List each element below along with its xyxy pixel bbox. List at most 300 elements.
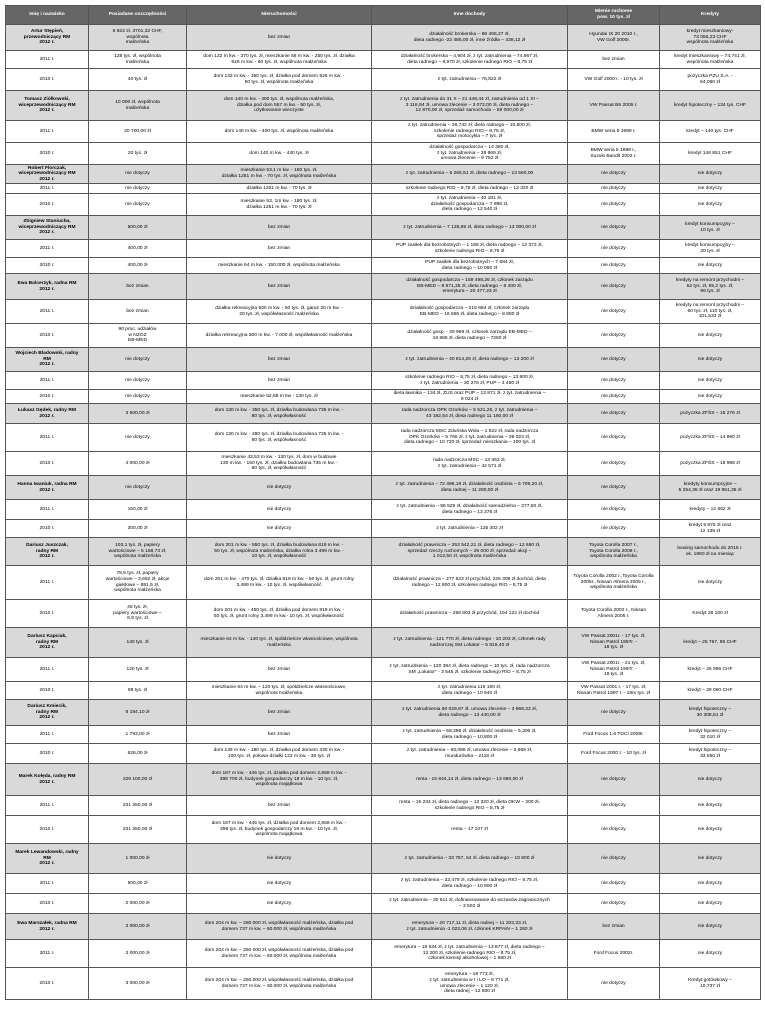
loans-cell: pożyczka ZFŚS – 15 276 zł — [660, 404, 761, 424]
table-row-year — [6, 658, 761, 682]
real-estate-cell: nie dotyczy — [187, 500, 372, 520]
movable-property-cell: BMW seria 5 1999 r., Suzuki Bandit 2002 r. — [568, 143, 660, 165]
real-estate-cell: dom 187 m kw. - 445 tys. zł, działka pod domem 2,658 m kw. - 398 700 zł, budynek gospodarczy 18 m kw. - 10 tys. zł, wspólnota majątkowa — [187, 764, 372, 796]
savings-cell: nie dotyczy — [89, 476, 187, 500]
savings-cell: 3 000,00 zł — [89, 968, 187, 1000]
loans-cell: nie dotyczy — [660, 184, 761, 194]
loans-cell: kredyt – 26 959 CHF — [660, 658, 761, 682]
loans-cell: kredyt hipoteczny – 33 550 zł — [660, 744, 761, 764]
movable-property-cell: VW Passat 2001 r. - 17 tys. zł, Nissan Patrol 1997 r. - 18m tys. zł — [568, 682, 660, 700]
movable-property-cell: VW Passat 2001r. - 21 tys. zł, Nissan Patrol 1997r. - 18 tys. zł — [568, 658, 660, 682]
other-income-cell: z tyt. zatrudnienia – 5 265,51 zł, dieta radnego – 13 560,00 — [372, 165, 568, 184]
real-estate-cell: bez zmian — [187, 726, 372, 744]
name-cell: 2010 r. — [6, 390, 89, 404]
other-income-cell: renta – 15 234 zł, dieta radnego – 13 320 zł, dieta OKW – 200 zł, szkolenie radnego RIO – 8,75 zł — [372, 796, 568, 816]
savings-cell: 231 250,00 zł — [89, 796, 187, 816]
name-cell: 2010 r. — [6, 816, 89, 844]
other-income-cell: renta - 15 844,14 zł, dieta radnego – 13 680,00 zł — [372, 764, 568, 796]
real-estate-cell: dom 201 m kw. - 550 tys. zł, działka budowlana 819 m kw. - 50 tys. zł, wspólnota małżeńska, działka rolna 3 499 m kw. - 10 tys. zł, współwłasność — [187, 538, 372, 566]
name-cell: Artur Stępień, przewodniczący RM 2012 r. — [6, 25, 89, 51]
real-estate-cell: mieszkanie 53, 1m kw. - 180 tys. zł, działka 1251 m kw. - 70 tys. zł — [187, 194, 372, 216]
table-row-person — [6, 628, 761, 658]
loans-cell: nie dotyczy — [660, 390, 761, 404]
savings-cell: 500,00 zł — [89, 216, 187, 240]
real-estate-cell: nie dotyczy — [187, 894, 372, 914]
header-savings: Posiadane oszczędności — [89, 6, 187, 25]
other-income-cell: z tyt. zatrudnienia – 7 135,89 zł, dieta radnego – 13 000,00 zł — [372, 216, 568, 240]
table-row-year — [6, 324, 761, 348]
real-estate-cell: dom 140 m kw. - 440 tys. zł — [187, 143, 372, 165]
other-income-cell: z tyt. zatrudnienia – 76,822 zł — [372, 69, 568, 91]
other-income-cell: działalność gospodarcza – 159 498,26 zł, członek zarządu EB-MED – 8 971,25 zł, dieta radnego – 8 400 zł, emerytura – 20 477,23 zł — [372, 274, 568, 300]
table-row-person — [6, 216, 761, 240]
table-row-person — [6, 165, 761, 184]
other-income-cell: z tyt. zatrudnienia – 32,479 zł, szkolenie radnego RIO – 8,75 zł, dieta radnego – 10 800 zł — [372, 874, 568, 894]
savings-cell: 103,1 tys. zł, papiery wartościowe – 5 158,73 zł, wspólnota małżeńska — [89, 538, 187, 566]
loans-cell: Kredyt 28 100 zł — [660, 600, 761, 628]
movable-property-cell: BMW seria 5 1999 r. — [568, 121, 660, 143]
table-row-year — [6, 940, 761, 968]
name-cell: 2010 r. — [6, 258, 89, 274]
savings-cell: bez zmian — [89, 274, 187, 300]
loans-cell: leasing samochodu do 2015 r. ok. 1860 zł na miesiąc — [660, 538, 761, 566]
savings-cell: nie dotyczy — [89, 194, 187, 216]
table-row-person — [6, 538, 761, 566]
movable-property-cell: nie dotyczy — [568, 764, 660, 796]
savings-cell: 229 100,00 zł — [89, 764, 187, 796]
other-income-cell: z tyt. zatrudnienia – 125 302 zł — [372, 520, 568, 538]
real-estate-cell: bez zmian — [187, 25, 372, 51]
loans-cell: nie dotyczy — [660, 764, 761, 796]
movable-property-cell: nie dotyczy — [568, 348, 660, 372]
name-cell: 2011 r. — [6, 184, 89, 194]
savings-cell: 10 000 zł, wspólnota małżeńska — [89, 91, 187, 121]
name-cell: 2010 r. — [6, 324, 89, 348]
other-income-cell: dieta ławnika – 134 zł, ZUS oraz PUP – 13 871 zł, z tyt. zatrudnienia – 9 024 zł — [372, 390, 568, 404]
table-row-person — [6, 700, 761, 726]
real-estate-cell: bez zmian — [187, 274, 372, 300]
table-row-person — [6, 404, 761, 424]
other-income-cell: z tyt. zatrudnienia - 121 770 zł, dieta radnego - 10 203 zł, członek rady nadzorczej SM Lokator – 5 819,40 zł — [372, 628, 568, 658]
other-income-cell: emerytura – 18 773 zł, z tyt. zatrudnienia w I i LO – 8 771 zł, umowa zlecenie – 1 120 zł, dieta radnej – 12 800 zł — [372, 968, 568, 1000]
real-estate-cell: dom 204 m kw. – 250.000 zł, współwłasność małżeńska, działka pod domem 737 m kw. – 30.000 zł, wspólnota małżeńska — [187, 968, 372, 1000]
movable-property-cell: nie dotyczy — [568, 968, 660, 1000]
savings-cell: 500,00 zł — [89, 874, 187, 894]
other-income-cell: rada nadzorcza OPK Ozorków – 5 521,25, z tyt. zatrudnienia – 43 182,54 zł, dieta radnego 11 160,00 zł — [372, 404, 568, 424]
name-cell: 2011 r. — [6, 240, 89, 258]
movable-property-cell: Toyota Corolla 2002 r.,Toyota Corolla 2005r., Nissan Almera 2005 r., wspólnota małżeńska — [568, 566, 660, 600]
loans-cell: nie dotyczy — [660, 874, 761, 894]
name-cell: 2011 r. — [6, 658, 89, 682]
savings-cell: 1 793,00 zł — [89, 726, 187, 744]
other-income-cell: działalność gosp. - 29 969 zł, członek zarządu EB-MED – 16 665 zł, dieta radnego – 7260 zł — [372, 324, 568, 348]
savings-cell: 2 000,00 zł — [89, 894, 187, 914]
real-estate-cell: dom 201 m kw. - 450 tys. zł, działka pod domem 819 m kw. - 50 tys. zł, grunt rolny 3,499 m kw.- 10 tys. zł, współwłasność — [187, 600, 372, 628]
name-cell: Marek Kołęda, radny RM 2012 r. — [6, 764, 89, 796]
real-estate-cell: bez zmian — [187, 348, 372, 372]
loans-cell: nie dotyczy — [660, 324, 761, 348]
name-cell: 2011 r. — [6, 874, 89, 894]
table-row-year — [6, 300, 761, 324]
name-cell: 2011 r. — [6, 372, 89, 390]
real-estate-cell: dom 201 m kw. - 470 tys. zł, działka 819 m kw. - 50 tys. zł, grunt rolny 3,499 m kw. - 10 tys. zł, współwłasność — [187, 566, 372, 600]
movable-property-cell: Ford Focus 1.6 TDCI 2008r. — [568, 726, 660, 744]
table-row-year — [6, 121, 761, 143]
movable-property-cell: nie dotyczy — [568, 844, 660, 874]
name-cell: Hanna Iwaniuk, radna RM 2012 r. — [6, 476, 89, 500]
loans-cell: pożyczka PZU S.A. - 64,060 zł — [660, 69, 761, 91]
savings-cell: 128 tys. zł, wspólnota małżeńska — [89, 51, 187, 69]
name-cell: 2011 r. — [6, 940, 89, 968]
real-estate-cell: nie dotyczy — [187, 874, 372, 894]
name-cell: 2011 r. — [6, 726, 89, 744]
table-row-year — [6, 600, 761, 628]
movable-property-cell: nie dotyczy — [568, 874, 660, 894]
name-cell: 2011 r. — [6, 300, 89, 324]
movable-property-cell: Ford Focus 2000 r. - 10 tys. zł — [568, 744, 660, 764]
other-income-cell: szkolenie radnego RIO – 8,75 zł, dieta radnego – 13 800 zł, z tyt. zatrudnienia – 30 276 zł, PUP – 3 480 zł — [372, 372, 568, 390]
real-estate-cell: nie dotyczy — [187, 520, 372, 538]
name-cell: Dariusz Juszczak, radny RM 2012 r. — [6, 538, 89, 566]
savings-cell: 3 000,00 zł — [89, 940, 187, 968]
table-row-person — [6, 348, 761, 372]
loans-cell: Kredyt gotówkowy – 10,737 zł — [660, 968, 761, 1000]
table-row-year — [6, 874, 761, 894]
table-row-year — [6, 566, 761, 600]
name-cell: Dariusz Kmiecik, radny RM 2012 r. — [6, 700, 89, 726]
real-estate-cell: dom 187 m kw. - 445 tys. zł, działka pod domem 2,658 m kw. - 398 tys. zł, budynek gospodarczy 18 m kw. - 10 tys. zł, wspólnota majątkowa — [187, 816, 372, 844]
name-cell: 2010 r. — [6, 968, 89, 1000]
savings-cell: 8 194,10 zł — [89, 700, 187, 726]
real-estate-cell: dom 130 m kw. - 350 tys. zł, działka budowlana 735 m kw. - 80 tys. zł, współwłasność — [187, 404, 372, 424]
other-income-cell: z tyt. zatrudnienia 60 029,67 zł, umowa zlecenie – 3 969,33 zł, dieta radnego – 13 440,00 zł — [372, 700, 568, 726]
loans-cell: kredyt 146 851 CHF — [660, 143, 761, 165]
other-income-cell: działalność prawnicza – 256 803 zł przychód, 194 122 zł dochód — [372, 600, 568, 628]
real-estate-cell: działka 1251 m kw. - 70 tys. zł — [187, 184, 372, 194]
movable-property-cell: nie dotyczy — [568, 216, 660, 240]
other-income-cell: działalność gospodarcza – 215 684 zł, członek zarządu EB-MED – 16 665 zł, dieta radnego – 8 800 zł — [372, 300, 568, 324]
other-income-cell: z tyt. zatrudnienia 119 190 zł, dieta radnego – 10 940 zł — [372, 682, 568, 700]
other-income-cell: działalność prawnicza – 253 542,21 zł, dieta radnego – 12 680 zł, sprzedaż rzeczy ruchomych – 29 000 zł, sprzedaż akcji – 1 012,50 zł, wspólnota małżeńska — [372, 538, 568, 566]
other-income-cell: szkolenie radnego RIO – 8,75 zł, dieta radnego – 13 320 zł — [372, 184, 568, 194]
name-cell: Ewa Balcerzyk, radna RM 2012 r. — [6, 274, 89, 300]
loans-cell: nie dotyczy — [660, 796, 761, 816]
movable-property-cell: VW Passat B6 2005 r. — [568, 91, 660, 121]
movable-property-cell: bez zmian — [568, 914, 660, 940]
real-estate-cell: dom 132 m kw. - 350 tys. zł, działka pod domem 926 m kw. - 50 tys. zł, wspólnota małżeńska — [187, 69, 372, 91]
savings-cell: nie dotyczy — [89, 372, 187, 390]
savings-cell: 231 250,00 zł — [89, 816, 187, 844]
header-name: Imię i nazwisko — [6, 6, 89, 25]
savings-cell: 20 700,00 zł — [89, 121, 187, 143]
asset-declarations-table — [5, 5, 761, 1000]
movable-property-cell: Ford Focus 2002r. — [568, 940, 660, 968]
savings-cell: 20 tys. zł — [89, 143, 187, 165]
loans-cell: nie dotyczy — [660, 165, 761, 184]
loans-cell: kredyt hipoteczny – 134 tys. CHF — [660, 91, 761, 121]
savings-cell: 140 tys. zł — [89, 628, 187, 658]
movable-property-cell: nie dotyczy — [568, 390, 660, 404]
table-row-person — [6, 844, 761, 874]
movable-property-cell: nie dotyczy — [568, 404, 660, 424]
movable-property-cell: nie dotyczy — [568, 476, 660, 500]
loans-cell: kredyty konsumpcyjne – 5 254,39 zł oraz 19 951,35 zł — [660, 476, 761, 500]
table-header-row — [6, 6, 761, 25]
savings-cell: nie dotyczy — [89, 348, 187, 372]
movable-property-cell: nie dotyczy — [568, 300, 660, 324]
savings-cell: 120 tys. zł — [89, 658, 187, 682]
table-row-year — [6, 424, 761, 452]
table-row-year — [6, 816, 761, 844]
savings-cell: 98 tys. zł — [89, 682, 187, 700]
table-row-person — [6, 91, 761, 121]
loans-cell: kredyt – 140 tys. CHF — [660, 121, 761, 143]
movable-property-cell: nie dotyczy — [568, 372, 660, 390]
table-row-year — [6, 726, 761, 744]
table-row-person — [6, 476, 761, 500]
movable-property-cell: nie dotyczy — [568, 324, 660, 348]
loans-cell: kredyty na remont przychodni – 60 tys. zł, 110 tys. zł, 101,533 zł — [660, 300, 761, 324]
name-cell: 2011 r. — [6, 796, 89, 816]
savings-cell: 40 tys. zł — [89, 69, 187, 91]
movable-property-cell: Toyota Corolla 2002 r., Nissan Almera 2005 r. — [568, 600, 660, 628]
movable-property-cell: nie dotyczy — [568, 520, 660, 538]
table-row-year — [6, 682, 761, 700]
table-row-year — [6, 372, 761, 390]
savings-cell: 6 823 zł, 3701,32 CHF, wspólnota małżeńska — [89, 25, 187, 51]
savings-cell: 78,5 tys. zł, papiery wartościowe – 3,652 zł, akcje giełdowe – 881,5 zł, wspólnota małżeńska — [89, 566, 187, 600]
savings-cell: 90 proc. udziałów w NZOZ EB-MED — [89, 324, 187, 348]
table-row-person — [6, 25, 761, 51]
movable-property-cell: nie dotyczy — [568, 240, 660, 258]
name-cell: 2010 r. — [6, 682, 89, 700]
name-cell: Dariusz Kapciak, radny RM 2012 r. — [6, 628, 89, 658]
loans-cell: kredyt mieszkaniowy – 74,741 zł, wspólnota małżeńska — [660, 51, 761, 69]
table-row-year — [6, 500, 761, 520]
other-income-cell: z tyt. zatrudnienia – 96 529 zł, działalność samodzielna – 277,50 zł, dieta radnego – 13 376 zł — [372, 500, 568, 520]
real-estate-cell: bez zmian — [187, 796, 372, 816]
savings-cell: 626,00 zł — [89, 744, 187, 764]
other-income-cell: z tyt. zatrudnienia – 59,396 zł, działalność osobista – 5,306 zł, dieta radnego – 10,800 zł — [372, 726, 568, 744]
other-income-cell: renta – 17 107 zł — [372, 816, 568, 844]
name-cell: 2011 r. — [6, 500, 89, 520]
name-cell: 2011 r. — [6, 51, 89, 69]
real-estate-cell: bez zmian — [187, 372, 372, 390]
table-row-year — [6, 452, 761, 476]
loans-cell: nie dotyczy — [660, 348, 761, 372]
loans-cell: nie dotyczy — [660, 894, 761, 914]
loans-cell: nie dotyczy — [660, 914, 761, 940]
savings-cell: nie dotyczy — [89, 390, 187, 404]
savings-cell: 400,00 zł — [89, 258, 187, 274]
savings-cell: 3 500,00 zł — [89, 404, 187, 424]
header-loans: Kredyty — [660, 6, 761, 25]
table-row-person — [6, 764, 761, 796]
other-income-cell: emerytura – 20 717,11 zł, dieta radnej – 11 203,33 zł, z tyt. zatrudnienia -1 023,06 zł, członek KRPAiN – 1 260 zł — [372, 914, 568, 940]
name-cell: 2010 r. — [6, 143, 89, 165]
declarations-page — [5, 5, 760, 1000]
real-estate-cell: dom 139 m kw. - 180 tys. zł, działka pod domem 330 m kw. - 100 tys. zł, połowa działki 122 m kw. - 35 tys. zł — [187, 744, 372, 764]
real-estate-cell: działka rekreacyjna 500 m kw. - 7.000 zł, współwłasność małżeńska — [187, 324, 372, 348]
table-row-year — [6, 51, 761, 69]
movable-property-cell: nie dotyczy — [568, 816, 660, 844]
table-row-year — [6, 258, 761, 274]
other-income-cell: z tyt. zatrudnienia – 120 384 zł, dieta radnego – 10 tys. zł, rada nadzorcza SM „Lokator" - 3 545 zł, szkolenie radnego RIO – 8,75 zł — [372, 658, 568, 682]
other-income-cell: PUP zasiłek dla bezrobotnych – 1 188 zł, dieta radnego – 12 373 zł, szkolenie radnego RIO – 8,75 zł — [372, 240, 568, 258]
savings-cell: nie dotyczy — [89, 424, 187, 452]
name-cell: Tomasz Ziółkowski, wiceprzewodniczący RM 2012 r. — [6, 91, 89, 121]
header-movable-property: Mienie ruchome pow. 10 tys. zł — [568, 6, 660, 25]
name-cell: 2010 r. — [6, 520, 89, 538]
table-row-year — [6, 69, 761, 91]
real-estate-cell: mieszkanie 43,53 m kw. - 130 tys. zł, dom w budowie 130 m kw. - 150 tys. zł, działka budowlana 735 m kw. - 80 tys. zł, współwłasność — [187, 452, 372, 476]
loans-cell: nie dotyczy — [660, 258, 761, 274]
name-cell: Wojciech Bladowski, radny RM 2012 r. — [6, 348, 89, 372]
loans-cell: kredyt konsumpcyjny – 20 tys. zł — [660, 240, 761, 258]
name-cell: 2011 r. — [6, 566, 89, 600]
savings-cell: 45 tys. zł, papiery wartościowe – 6,9 tys. zł — [89, 600, 187, 628]
loans-cell: kredyt hipoteczny – 32 010 zł — [660, 726, 761, 744]
loans-cell: kredyt mieszkaniowy- 73 055,23 CHF wspólnota małżeńska — [660, 25, 761, 51]
savings-cell: 300,00 zł — [89, 520, 187, 538]
savings-cell: 4 000,00 zł — [89, 452, 187, 476]
loans-cell: kredyt konsumpcyjny – 10 tys. zł — [660, 216, 761, 240]
name-cell: 2011 r. — [6, 424, 89, 452]
table-row-year — [6, 240, 761, 258]
movable-property-cell: nie dotyczy — [568, 165, 660, 184]
name-cell: Marek Lewandowski, radny RM 2012 r. — [6, 844, 89, 874]
savings-cell: nie dotyczy — [89, 184, 187, 194]
real-estate-cell: nie dotyczy — [187, 844, 372, 874]
real-estate-cell: dom 130 m kw. - 280 tys. zł, działka budowlana 735 m kw. - 80 tys. zł, współwłasność — [187, 424, 372, 452]
real-estate-cell: dom 140 m kw. - 400 tys. zł, wspólnota małżeńska — [187, 121, 372, 143]
real-estate-cell: mieszkanie 64 m kw. - 150.000 zł, wspólnota małżeńska — [187, 258, 372, 274]
table-row-person — [6, 274, 761, 300]
loans-cell: nie dotyczy — [660, 940, 761, 968]
header-other-income: Inne dochody — [372, 6, 568, 25]
header-real-estate: Nieruchomości — [187, 6, 372, 25]
real-estate-cell: bez zmian — [187, 216, 372, 240]
loans-cell: kredyty – 12 662 zł — [660, 500, 761, 520]
real-estate-cell: dom 204 m kw. – 250.000 zł, współwłasność małżeńska, działka pod domem 737 m kw. – 60.000 zł, wspólnota małżeńska — [187, 940, 372, 968]
real-estate-cell: bez zmian — [187, 658, 372, 682]
other-income-cell: rada nadzorcza MSC – 13 363 zł, z tyt. zatrudnienia – 42 571 zł — [372, 452, 568, 476]
name-cell: 2010 r. — [6, 69, 89, 91]
name-cell: 2010 r. — [6, 194, 89, 216]
movable-property-cell: nie dotyczy — [568, 184, 660, 194]
name-cell: 2010 r. — [6, 744, 89, 764]
movable-property-cell: VW Golf 2000 r. - 10 tys. zł — [568, 69, 660, 91]
movable-property-cell: nie dotyczy — [568, 796, 660, 816]
real-estate-cell: mieszkanie 52,68 m kw - 130 tys. zł — [187, 390, 372, 404]
movable-property-cell: bez zmian — [568, 51, 660, 69]
savings-cell: 1 000,00 zł — [89, 844, 187, 874]
table-row-year — [6, 796, 761, 816]
movable-property-cell: nie dotyczy — [568, 700, 660, 726]
loans-cell: nie dotyczy — [660, 566, 761, 600]
movable-property-cell: nie dotyczy — [568, 194, 660, 216]
real-estate-cell: bez zmian — [187, 700, 372, 726]
movable-property-cell: nie dotyczy — [568, 452, 660, 476]
other-income-cell: z tyt. zatrudnienia – 30 611 zł, dofinansowanie do wczasów zagranicznych – 3 502 zł — [372, 894, 568, 914]
movable-property-cell: Toyota Corolla 2007 r., Toyota Corolla 2008 r., wspólnota małżeńska — [568, 538, 660, 566]
real-estate-cell: dom 140 m kw. - 400 tys. zł, wspólnota małżeńska, działka pod dom 557 m kw. - 50 tys. zł, użytkowanie wieczyste — [187, 91, 372, 121]
real-estate-cell: mieszkanie 53,1 m kw. - 180 tys. zł, działka 1251 m kw. - 70 tys. zł, wspólnota małżeńska — [187, 165, 372, 184]
movable-property-cell: Hyundai IX 20 2010 r., VW Golf 2000r. — [568, 25, 660, 51]
other-income-cell: rada nadzorcza MSC Zduńska Wola – 1 522 zł, rada nadzorcza OPK Ozorków – 5 766 zł, z tyt. zatrudnienia – 39 023 zł, dieta radnego – 10 720 zł, sprzedaż mieszkania – 100 tys. zł — [372, 424, 568, 452]
table-row-year — [6, 143, 761, 165]
other-income-cell: z tyt. zatrudnienia – 26,742 zł, dieta radnego – 10,600 zł, szkolenie radnego RIO – 8,75 zł, sprzedaż motocykla – 7 tys. zł — [372, 121, 568, 143]
table-row-year — [6, 390, 761, 404]
other-income-cell: PUP zasiłek dla bezrobotnych – 7 684 zł, dieta radnego – 10 060 zł — [372, 258, 568, 274]
savings-cell: 400,00 zł — [89, 240, 187, 258]
name-cell: Ewa Marszałek, radna RM 2012 r. — [6, 914, 89, 940]
other-income-cell: działalność gospodarcza – 14 380 zł, z tyt. zatrudnienia – 28 869 zł, umowa zlecenie – 9 752 zł — [372, 143, 568, 165]
table-row-year — [6, 520, 761, 538]
table-row-year — [6, 744, 761, 764]
other-income-cell: z tyt. zatrudnienia – 33 757, 54 zł, dieta radnego – 10 800 zł — [372, 844, 568, 874]
loans-cell: nie dotyczy — [660, 372, 761, 390]
real-estate-cell: działka rekreacyjna 500 m kw. - 50 tys. zł, garaż 20 m kw. - 20 tys. zł, współwłasność małżeńska — [187, 300, 372, 324]
other-income-cell: emerytura – 19 634 zł, z tyt. zatrudnienia – 13 877 zł, dieta radnego – 13 200 zł, szkolenie radnego RIO – 8,75 zł, członek komisji alkoholowej – 1 680 zł — [372, 940, 568, 968]
loans-cell: kredyt 5 875 zł oraz 12 139 zł — [660, 520, 761, 538]
loans-cell: nie dotyczy — [660, 194, 761, 216]
movable-property-cell: nie dotyczy — [568, 894, 660, 914]
loans-cell: nie dotyczy — [660, 816, 761, 844]
name-cell: Robert Florczak, wiceprzewodniczący RM 2012 r. — [6, 165, 89, 184]
other-income-cell: działalność brokerska – 4,904 zł, z tyt. zatrudnienia – 74,967 zł, dieta radnego – 9,970 zł, szkolenie radnego RIO – 8,75 zł — [372, 51, 568, 69]
loans-cell: pożyczka ZFŚS – 14 990 zł — [660, 424, 761, 452]
real-estate-cell: bez zmian — [187, 240, 372, 258]
savings-cell: 150,00 zł — [89, 500, 187, 520]
name-cell: 2011 r. — [6, 121, 89, 143]
real-estate-cell: mieszkanie 64 m kw. – 120 tys. zł, spółdzielcze własnościowe, wspólnota małżeńska — [187, 682, 372, 700]
other-income-cell: z tyt. zatrudnienia – 65,086 zł, umowa zlecenie – 3,969 zł, mundurówka – 2118 zł — [372, 744, 568, 764]
other-income-cell: działalność prawnicza – 277 623 zł przychód, 226 308 zł dochód, dieta radnego – 12 800 zł, szkolenie radnego RIO – 8,75 zł — [372, 566, 568, 600]
movable-property-cell: nie dotyczy — [568, 424, 660, 452]
table-row-year — [6, 184, 761, 194]
movable-property-cell: VW Passat 2001r. - 17 tys. zł, Nissan Patrol 1997r. - 18 tys. zł — [568, 628, 660, 658]
real-estate-cell: nie dotyczy — [187, 476, 372, 500]
loans-cell: nie dotyczy — [660, 844, 761, 874]
table-row-person — [6, 914, 761, 940]
other-income-cell: z tyt. zatrudnienia – 40 181 zł, działalność gospodarcza – 7 898 zł, dieta radnego – 12 540 zł — [372, 194, 568, 216]
table-row-year — [6, 194, 761, 216]
other-income-cell: z tyt. zatrudnienia – 40 814,26 zł, dieta radnego – 13 200 zł — [372, 348, 568, 372]
real-estate-cell: dom 204 m kw. – 280.000 zł, współwłasność małżeńska, działka pod domem 737 m kw. – 60.000 zł, wspólnota małżeńska — [187, 914, 372, 940]
loans-cell: kredyt – 28 060 CHF — [660, 682, 761, 700]
movable-property-cell: nie dotyczy — [568, 274, 660, 300]
real-estate-cell: dom 132 m kw. - 370 tys. zł, mieszkanie 56 m kw. - 250 tys. zł, działka 926 m kw. - 60 tys. zł, wspólnota małżeńska — [187, 51, 372, 69]
real-estate-cell: mieszkanie 64 m kw. - 140 tys. zł, spółdzielcze własnościowe, wspólnota małżeńska — [187, 628, 372, 658]
other-income-cell: działalność brokerska – 86 465,27 zł, dieta radnego -22 485,00 zł, inne źródła – 438,12 zł — [372, 25, 568, 51]
other-income-cell: z tyt. zatrudnienia do 31 X – 21 448,44 zł, zatrudnienia od 1 XI – 3 116,94 zł, umowa zlecenie – 3 072,00 zł, dieta radnego – 12 870,00 zł, sprzedaż samochodu – 59 000,00 zł — [372, 91, 568, 121]
loans-cell: kredyt hipoteczny – 30 308,51 zł — [660, 700, 761, 726]
savings-cell: nie dotyczy — [89, 165, 187, 184]
movable-property-cell: nie dotyczy — [568, 258, 660, 274]
table-row-year — [6, 968, 761, 1000]
savings-cell: 3 000,00 zł — [89, 914, 187, 940]
other-income-cell: z tyt. zatrudnienia – 72 496,19 zł, działalność osobista – 5 709,20 zł, dieta radnej – 11 280,00 zł — [372, 476, 568, 500]
name-cell: 2010 r. — [6, 894, 89, 914]
loans-cell: kredyt – 25 767, 96 CHF — [660, 628, 761, 658]
name-cell: 2010 r. — [6, 600, 89, 628]
movable-property-cell: nie dotyczy — [568, 500, 660, 520]
name-cell: Łukasz Gędek, radny RM 2012 r. — [6, 404, 89, 424]
loans-cell: pożyczka ZFŚS – 18 998 zł — [660, 452, 761, 476]
loans-cell: kredyty na remont przychodni – 52 tys. zł, 95,2 tys. zł, 96 tys. zł — [660, 274, 761, 300]
name-cell: 2010 r. — [6, 452, 89, 476]
